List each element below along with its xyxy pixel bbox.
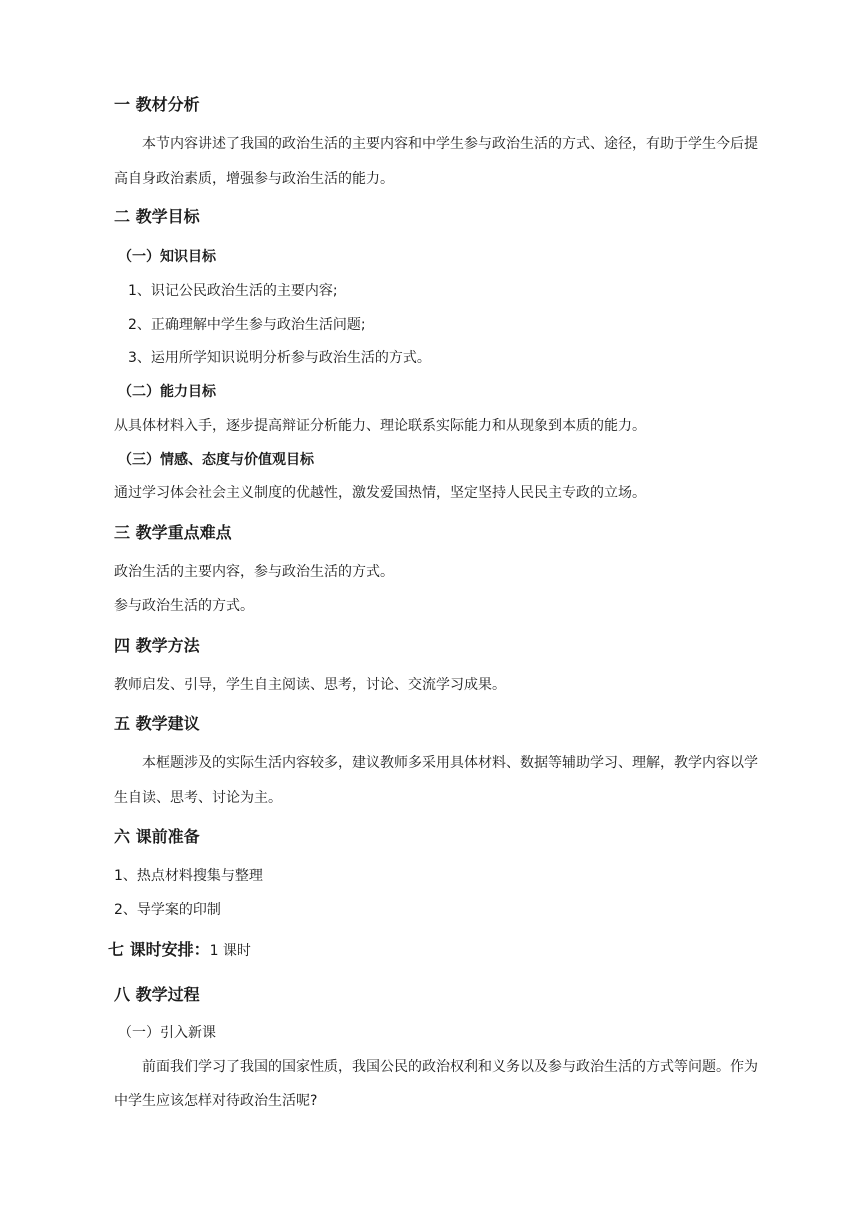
subheading-emotion-attitude-values: （三）情感、态度与价值观目标 xyxy=(118,452,314,468)
teaching-methods-text: 教师启发、引导，学生自主阅读、思考，讨论、交流学习成果。 xyxy=(114,677,506,693)
preparation-item-2: 2、导学案的印制 xyxy=(114,902,221,918)
key-points-line-1: 政治生活的主要内容，参与政治生活的方式。 xyxy=(114,564,394,580)
teaching-suggestions-line-1: 本框题涉及的实际生活内容较多，建议教师多采用具体材料、数据等辅助学习、理解，教学内容以学 xyxy=(142,755,758,771)
subheading-introduce-new-lesson: （一）引入新课 xyxy=(118,1025,216,1041)
preparation-item-1: 1、热点材料搜集与整理 xyxy=(114,868,263,884)
section-heading-teaching-process: 八 教学过程 xyxy=(114,985,200,1004)
key-points-line-2: 参与政治生活的方式。 xyxy=(114,598,254,614)
section-heading-pre-class-preparation: 六 课前准备 xyxy=(114,827,200,846)
class-hour-value: 1 课时 xyxy=(209,943,251,959)
section-heading-teaching-objectives: 二 教学目标 xyxy=(114,207,200,226)
teaching-process-paragraph-line-1: 前面我们学习了我国的国家性质，我国公民的政治权利和义务以及参与政治生活的方式等问题。作为 xyxy=(142,1059,758,1075)
section-heading-key-points-difficulties: 三 教学重点难点 xyxy=(114,523,232,542)
knowledge-objective-item-3: 3、运用所学知识说明分析参与政治生活的方式。 xyxy=(128,350,431,366)
section-1-paragraph-line-1: 本节内容讲述了我国的政治生活的主要内容和中学生参与政治生活的方式、途径，有助于学生今后提 xyxy=(142,136,758,152)
class-hour-label: 七 课时安排： xyxy=(108,940,210,959)
emotion-attitude-values-text: 通过学习体会社会主义制度的优越性，激发爱国热情，坚定坚持人民民主专政的立场。 xyxy=(114,485,646,501)
knowledge-objective-item-1: 1、识记公民政治生活的主要内容; xyxy=(128,283,338,299)
section-heading-teaching-suggestions: 五 教学建议 xyxy=(114,714,200,733)
ability-objectives-text: 从具体材料入手，逐步提高辩证分析能力、理论联系实际能力和从现象到本质的能力。 xyxy=(114,418,646,434)
subheading-ability-objectives: （二）能力目标 xyxy=(118,384,216,400)
section-1-paragraph-line-2: 高自身政治素质，增强参与政治生活的能力。 xyxy=(114,171,394,187)
knowledge-objective-item-2: 2、正确理解中学生参与政治生活问题; xyxy=(128,317,366,333)
teaching-process-paragraph-line-2: 中学生应该怎样对待政治生活呢? xyxy=(114,1093,318,1109)
teaching-suggestions-line-2: 生自读、思考、讨论为主。 xyxy=(114,790,282,806)
section-heading-teaching-material-analysis: 一 教材分析 xyxy=(114,95,200,114)
class-hour-arrangement xyxy=(108,940,251,960)
section-heading-teaching-methods: 四 教学方法 xyxy=(114,636,200,655)
subheading-knowledge-objectives: （一）知识目标 xyxy=(118,249,216,265)
